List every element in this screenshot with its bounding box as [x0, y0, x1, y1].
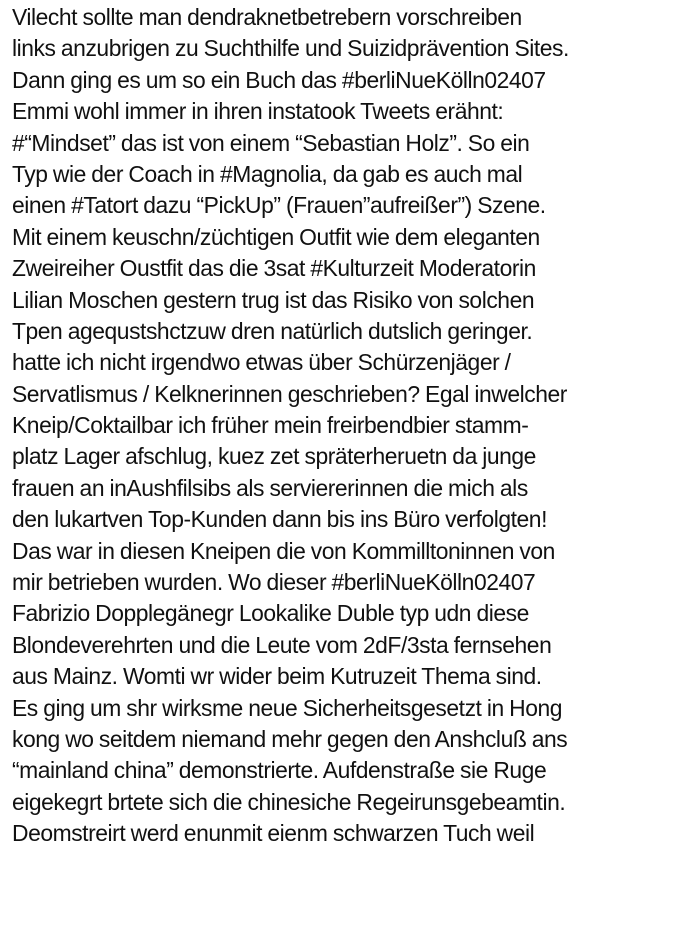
text-line: Es ging um shr wirksme neue Sicherheitsgesetzt in Hong [12, 694, 563, 721]
text-line: Dann ging es um so ein Buch das #berliNueKölln02407 [12, 66, 546, 93]
text-line: Blondeverehrten und die Leute vom 2dF/3sta fernsehen [12, 631, 552, 658]
text-line: Servatlismus / Kelknerinnen geschrieben? Egal inwelcher [12, 380, 567, 407]
text-line: den lukartven Top-Kunden dann bis ins Büro verfolgten! [12, 506, 547, 533]
text-line: Emmi wohl immer in ihren instatook Tweets erähnt: [12, 98, 504, 125]
text-line: frauen an inAushfilsibs als serviererinnen die mich als [12, 474, 528, 501]
text-line: Kneip/Coktailbar ich früher mein freirbendbier stamm- [12, 412, 529, 439]
text-line: Lilian Moschen gestern trug ist das Risiko von solchen [12, 286, 535, 313]
text-line: eigekegrt brtete sich die chinesiche Regeirunsgebeamtin. [12, 788, 566, 815]
text-line: einen #Tatort dazu “PickUp” (Frauen”aufreißer”) Szene. [12, 192, 546, 219]
text-line: #“Mindset” das ist von einem “Sebastian Holz”. So ein [12, 129, 530, 156]
text-line: Deomstreirt werd enunmit eienm schwarzen Tuch weil [12, 820, 535, 847]
text-line: Fabrizio Dopplegänegr Lookalike Duble typ udn diese [12, 600, 529, 627]
text-line: Vilecht sollte man dendraknetbetrebern vorschreiben [12, 4, 522, 30]
text-line: aus Mainz. Womti wr wider beim Kutruzeit Thema sind. [12, 663, 542, 690]
text-line: mir betrieben wurden. Wo dieser #berliNueKölln02407 [12, 569, 536, 596]
text-line: platz Lager afschlug, kuez zet spräterheruetn da junge [12, 443, 536, 470]
text-line: kong wo seitdem niemand mehr gegen den Anshcluß ans [12, 725, 568, 752]
text-line: “mainland china” demonstrierte. Aufdenstraße sie Ruge [12, 757, 547, 784]
body-text [12, 2, 684, 850]
text-line: Mit einem keuschn/züchtigen Outfit wie dem eleganten [12, 223, 540, 250]
text-line: links anzubrigen zu Suchthilfe und Suizidprävention Sites. [12, 35, 569, 62]
text-line: Tpen agequstshctzuw dren natürlich dutslich geringer. [12, 317, 533, 344]
text-line: Zweireiher Oustfit das die 3sat #Kulturzeit Moderatorin [12, 255, 536, 282]
text-line: Typ wie der Coach in #Magnolia, da gab es auch mal [12, 160, 523, 187]
text-line: hatte ich nicht irgendwo etwas über Schürzenjäger / [12, 349, 511, 376]
text-line: Das war in diesen Kneipen die von Kommilltoninnen von [12, 537, 555, 564]
